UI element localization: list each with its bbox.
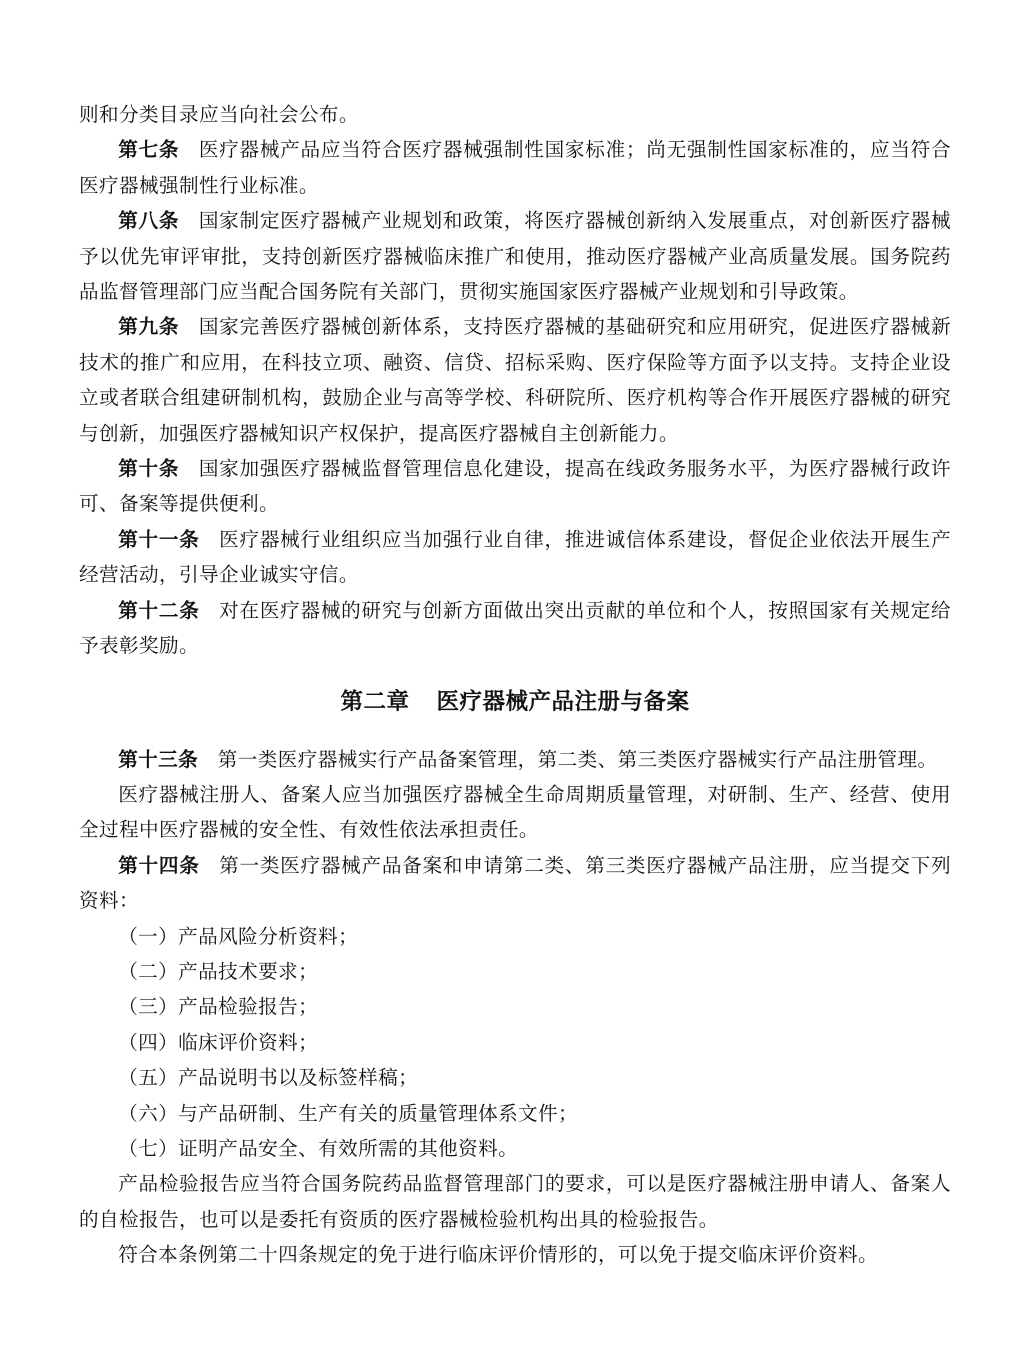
paragraph-text: 第一类医疗器械实行产品备案管理，第二类、第三类医疗器械实行产品注册管理。 bbox=[217, 747, 938, 771]
paragraph-text: （二）产品技术要求； bbox=[118, 959, 319, 983]
article-paragraph bbox=[79, 132, 951, 203]
paragraph-text: （六）与产品研制、生产有关的质量管理体系文件； bbox=[118, 1101, 579, 1125]
chapter-title: 医疗器械产品注册与备案 bbox=[436, 688, 690, 715]
paragraph-text: 医疗器械行业组织应当加强行业自律，推进诚信体系建设，督促企业依法开展生产经营活动，引导企业诚实守信。 bbox=[79, 527, 951, 587]
article-paragraph bbox=[79, 742, 951, 777]
paragraph-text: （三）产品检验报告； bbox=[118, 995, 319, 1019]
paragraph bbox=[79, 777, 951, 848]
paragraph-text: 医疗器械注册人、备案人应当加强医疗器械全生命周期质量管理，对研制、生产、经营、使用全过程中医疗器械的安全性、有效性依法承担责任。 bbox=[79, 782, 951, 842]
paragraph-text: （五）产品说明书以及标签样稿； bbox=[118, 1066, 419, 1090]
article-paragraph bbox=[79, 451, 951, 522]
paragraph-text: （一）产品风险分析资料； bbox=[118, 924, 359, 948]
paragraph-text: 则和分类目录应当向社会公布。 bbox=[79, 103, 359, 126]
paragraph-text: 国家加强医疗器械监督管理信息化建设，提高在线政务服务水平，为医疗器械行政许可、备案等提供便利。 bbox=[79, 457, 951, 516]
paragraph-text: 国家制定医疗器械产业规划和政策，将医疗器械创新纳入发展重点，对创新医疗器械予以优先审评审批，支持创新医疗器械临床推广和使用，推动医疗器械产业高质量发展。国务院药品监督管理部门应当配合国务院有关部门，贯彻实施国家医疗器械产业规划和引导政策。 bbox=[79, 209, 951, 304]
paragraph-text: 符合本条例第二十四条规定的免于进行临床评价情形的，可以免于提交临床评价资料。 bbox=[118, 1243, 878, 1267]
chapter-number: 第二章 bbox=[340, 688, 410, 715]
paragraph bbox=[79, 1237, 951, 1272]
article-paragraph bbox=[79, 848, 951, 919]
article-number: 第十四条 bbox=[118, 853, 200, 877]
paragraph-text: 产品检验报告应当符合国务院药品监督管理部门的要求，可以是医疗器械注册申请人、备案人的自检报告，也可以是委托有资质的医疗器械检验机构出具的检验报告。 bbox=[79, 1172, 951, 1231]
paragraphs-top bbox=[79, 97, 951, 664]
article-number: 第十三条 bbox=[118, 747, 199, 771]
paragraphs-bottom bbox=[79, 742, 951, 1273]
paragraph bbox=[79, 97, 951, 132]
paragraph bbox=[79, 919, 951, 954]
article-number: 第九条 bbox=[118, 315, 180, 339]
article-paragraph bbox=[79, 203, 951, 309]
paragraph bbox=[79, 1166, 951, 1237]
paragraph-text: 第一类医疗器械产品备案和申请第二类、第三类医疗器械产品注册，应当提交下列资料： bbox=[79, 853, 951, 913]
paragraph bbox=[79, 1096, 951, 1131]
paragraph-text: 对在医疗器械的研究与创新方面做出突出贡献的单位和个人，按照国家有关规定给予表彰奖励。 bbox=[79, 598, 951, 658]
paragraph-text: 国家完善医疗器械创新体系，支持医疗器械的基础研究和应用研究，促进医疗器械新技术的推广和应用，在科技立项、融资、信贷、招标采购、医疗保险等方面予以支持。支持企业设立或者联合组建研制机构，鼓励企业与高等学校、科研院所、医疗机构等合作开展医疗器械的研究与创新，加强医疗器械知识产权保护，提高医疗器械自主创新能力。 bbox=[79, 315, 951, 445]
article-paragraph bbox=[79, 593, 951, 664]
paragraph bbox=[79, 1060, 951, 1095]
article-number: 第十条 bbox=[118, 457, 180, 481]
paragraph-text: （四）临床评价资料； bbox=[118, 1030, 319, 1054]
paragraph bbox=[79, 989, 951, 1024]
paragraph-text: （七）证明产品安全、有效所需的其他资料。 bbox=[118, 1136, 519, 1160]
article-number: 第十一条 bbox=[118, 527, 200, 551]
article-paragraph bbox=[79, 522, 951, 593]
paragraph bbox=[79, 1131, 951, 1166]
paragraph bbox=[79, 1025, 951, 1060]
paragraph-text: 医疗器械产品应当符合医疗器械强制性国家标准；尚无强制性国家标准的，应当符合医疗器械强制性行业标准。 bbox=[79, 138, 951, 197]
article-paragraph bbox=[79, 309, 951, 451]
article-number: 第七条 bbox=[118, 138, 180, 162]
article-number: 第十二条 bbox=[118, 598, 200, 622]
paragraph bbox=[79, 954, 951, 989]
chapter-heading bbox=[79, 685, 951, 719]
article-number: 第八条 bbox=[118, 209, 180, 233]
